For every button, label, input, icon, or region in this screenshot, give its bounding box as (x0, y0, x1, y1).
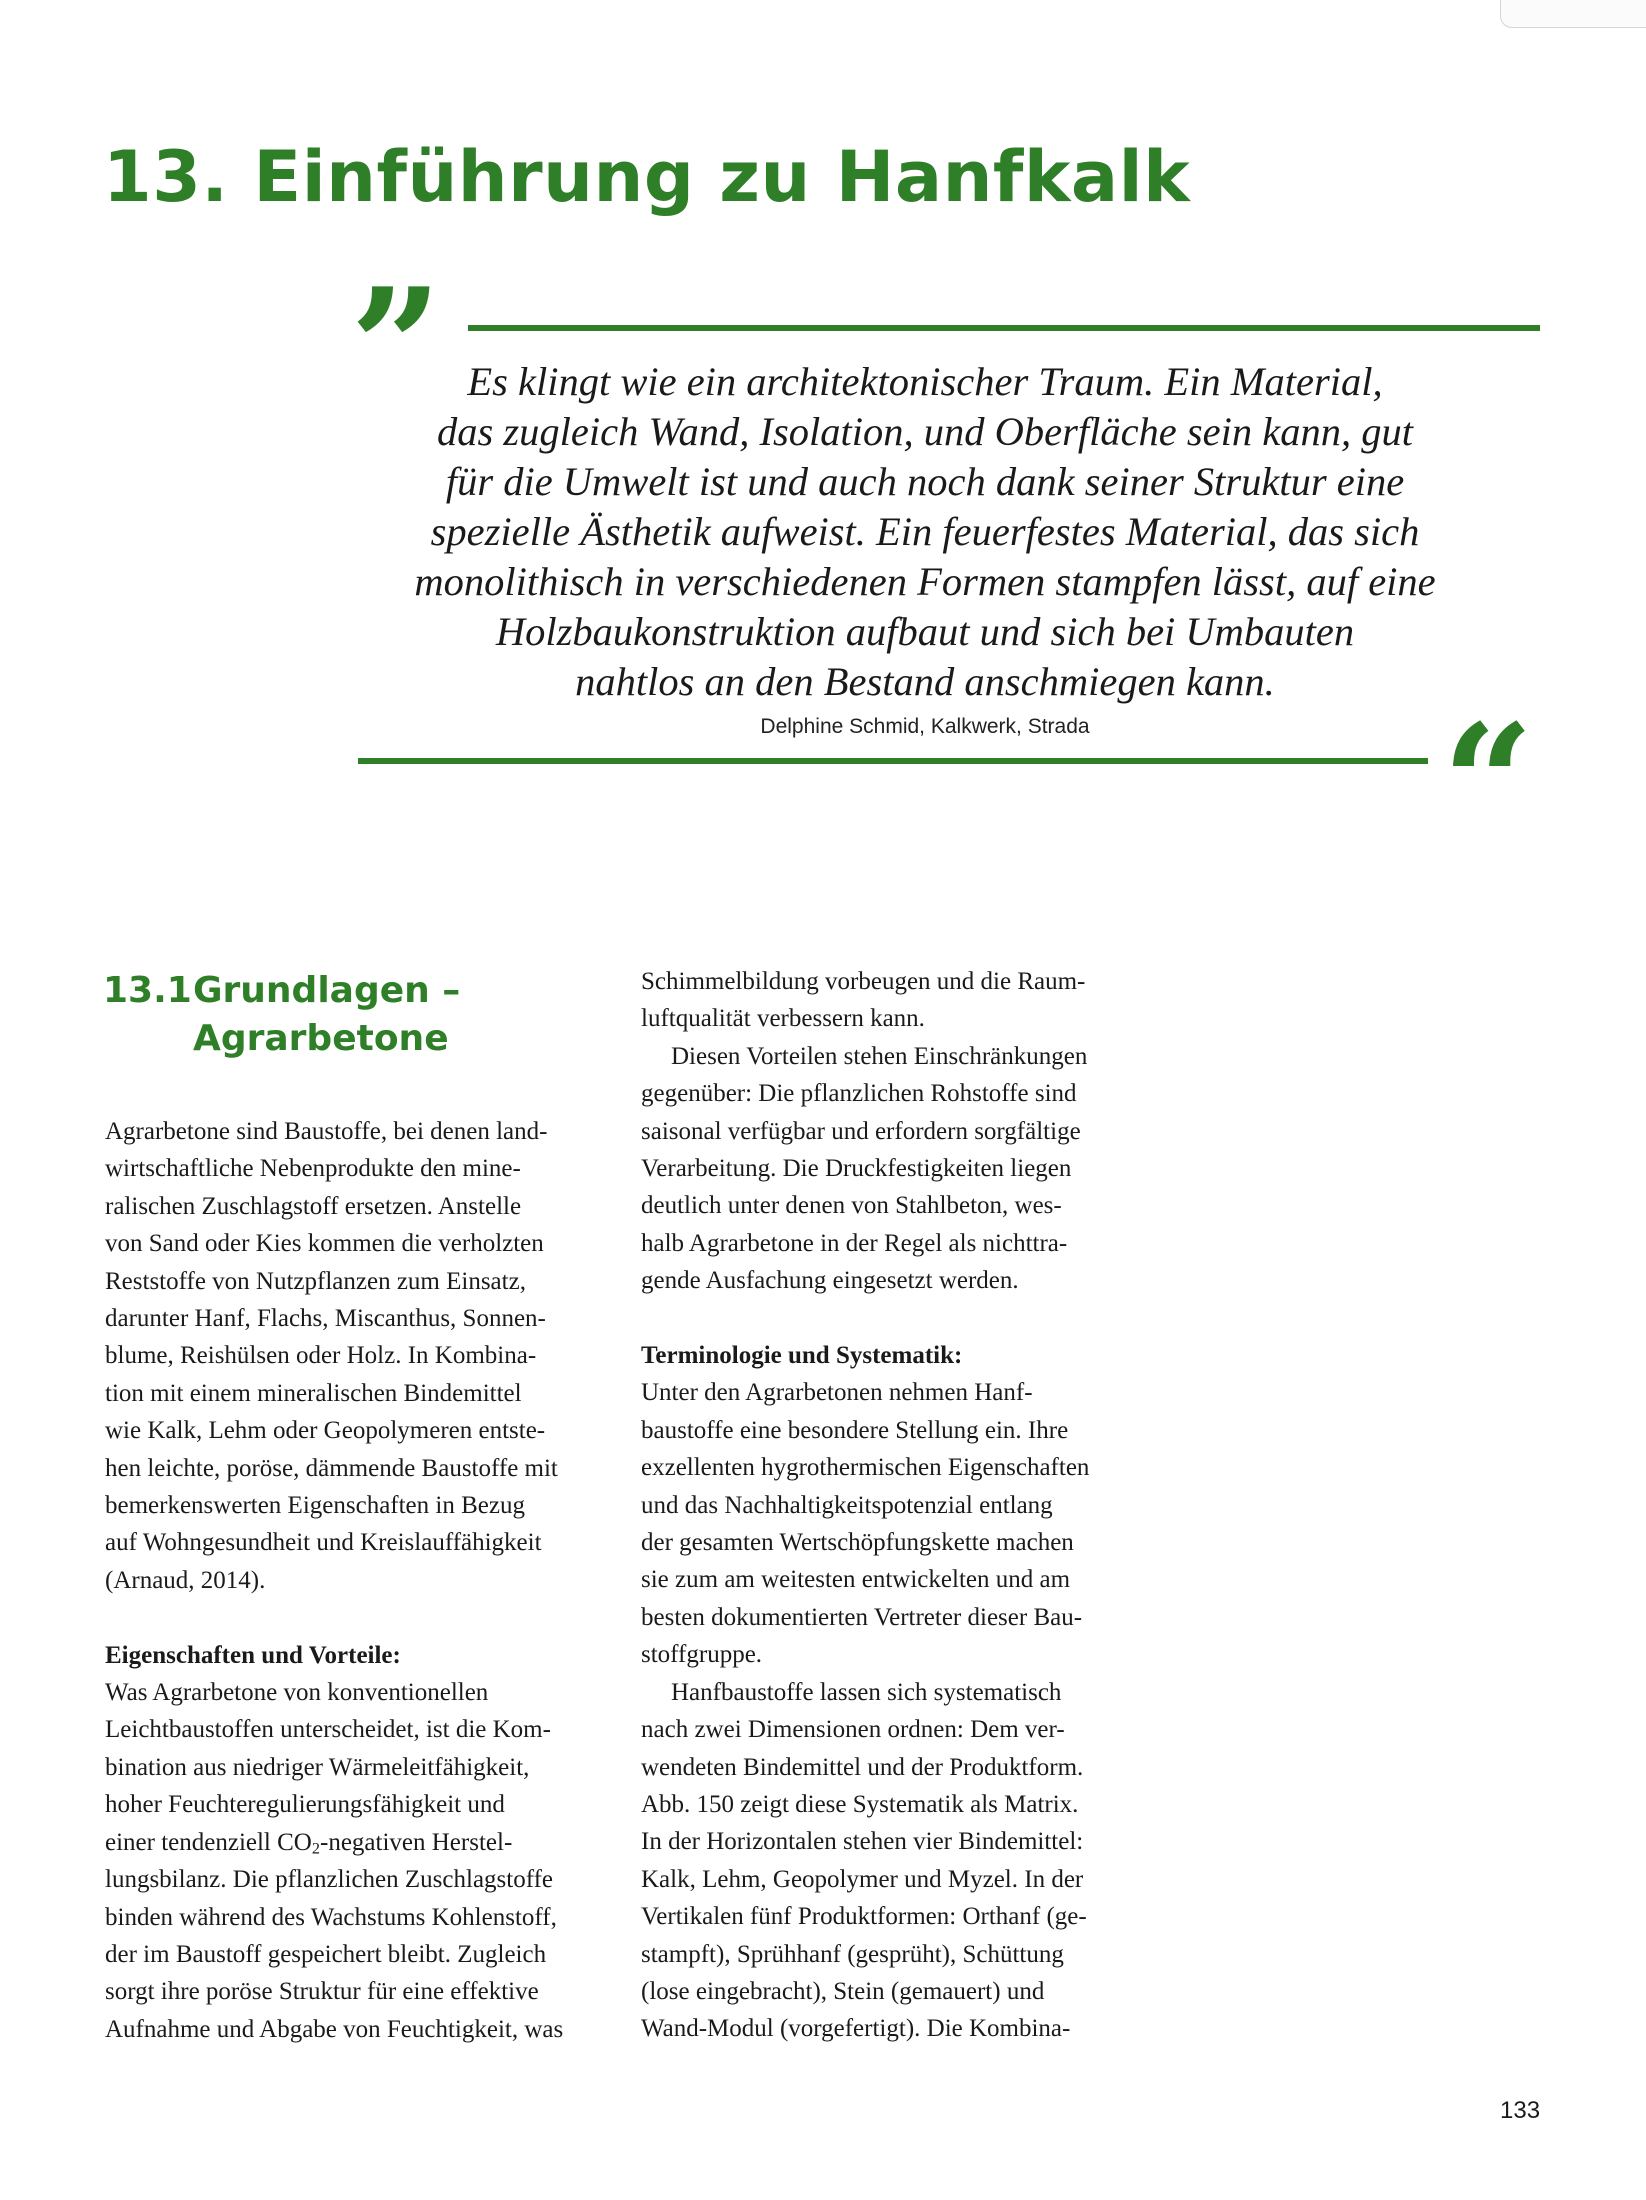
text-line: (Arnaud, 2014). (105, 1566, 266, 1594)
quote-line: das zugleich Wand, Isolation, und Oberfläche sein kann, gut (436, 409, 1414, 454)
viewer-corner-tab (1500, 0, 1646, 28)
text-fragment: -negativen Herstel- (320, 1828, 513, 1856)
text-line: Abb. 150 zeigt diese Systematik als Matrix. (641, 1790, 1079, 1818)
text-line: saisonal verfügbar und erfordern sorgfältige (641, 1117, 1081, 1145)
text-line: hoher Feuchteregulierungsfähigkeit und (105, 1791, 505, 1819)
chapter-title: 13. Einführung zu Hanfkalk (103, 136, 1191, 218)
pull-quote (350, 253, 1550, 877)
text-line: von Sand oder Kies kommen die verholzten (105, 1230, 544, 1258)
text-line: sorgt ihre poröse Struktur für eine effektive (105, 1978, 539, 2006)
text-line: der gesamten Wertschöpfungskette machen (641, 1529, 1074, 1557)
text-line: bemerkenswerten Eigenschaften in Bezug (105, 1492, 525, 1520)
quote-line: nahtlos an den Bestand anschmiegen kann. (575, 659, 1275, 704)
text-line: In der Horizontalen stehen vier Bindemittel: (641, 1828, 1084, 1856)
text-line: wendeten Bindemittel und der Produktform. (641, 1753, 1084, 1781)
left-text-column (105, 1113, 615, 2048)
text-line: sie zum am weitesten entwickelten und am (641, 1566, 1071, 1594)
quote-top-rule (468, 325, 1540, 331)
text-line: Unter den Agrarbetonen nehmen Hanf- (641, 1379, 1033, 1407)
subheading-properties: Eigenschaften und Vorteile: (105, 1641, 401, 1669)
co2-line (105, 1829, 512, 1856)
text-line: deutlich unter denen von Stahlbeton, wes- (641, 1192, 1062, 1220)
text-line: binden während des Wachstums Kohlenstoff, (105, 1903, 557, 1931)
text-line: auf Wohngesundheit und Kreislauffähigkeit (105, 1529, 542, 1557)
text-line: Leichtbaustoffen unterscheidet, ist die Kom- (105, 1716, 551, 1744)
text-line: Diesen Vorteilen stehen Einschränkungen (671, 1042, 1088, 1070)
text-line: besten dokumentierten Vertreter dieser Bau- (641, 1603, 1083, 1631)
text-line: exzellenten hygrothermischen Eigenschaften (641, 1454, 1090, 1482)
text-line: Hanfbaustoffe lassen sich systematisch (671, 1678, 1062, 1706)
text-line: stampft), Sprühhanf (gesprüht), Schüttung (641, 1940, 1064, 1968)
text-line: bination aus niedriger Wärmeleitfähigkeit, (105, 1753, 530, 1781)
text-line: stoffgruppe. (641, 1641, 763, 1669)
paragraph-gap (641, 1300, 1151, 1337)
text-line: wie Kalk, Lehm oder Geopolymeren entste- (105, 1417, 546, 1445)
text-line: Kalk, Lehm, Geopolymer und Myzel. In der (641, 1865, 1084, 1893)
text-line: hen leichte, poröse, dämmende Baustoffe mit (105, 1454, 558, 1482)
systematics-paragraph (641, 1674, 1151, 2048)
text-line: wirtschaftliche Nebenprodukte den mine- (105, 1155, 521, 1183)
text-line: Schimmelbildung vorbeugen und die Raum- (641, 968, 1086, 995)
co2-subscript: 2 (311, 1838, 320, 1857)
quote-line: monolithisch in verschiedenen Formen stampfen lässt, auf eine (414, 559, 1436, 604)
text-line: gegenüber: Die pflanzlichen Rohstoffe sind (641, 1080, 1077, 1108)
quote-text (390, 357, 1460, 707)
paragraph-gap (105, 1599, 615, 1636)
text-line: Reststoffe von Nutzpflanzen zum Einsatz, (105, 1267, 526, 1295)
quote-bottom-rule (358, 758, 1428, 764)
text-fragment: einer tendenziell CO (105, 1828, 312, 1856)
closing-quote-mark: “ (1442, 689, 1535, 877)
limitations-paragraph (641, 1038, 1151, 1300)
text-line: Wand-Modul (vorgefertigt). Die Kombina- (641, 2015, 1071, 2043)
right-text-column (641, 963, 1151, 2048)
section-heading (103, 967, 460, 1063)
text-line: Vertikalen fünf Produktformen: Orthanf (ge- (641, 1903, 1087, 1931)
subheading-terminology: Terminologie und Systematik: (641, 1342, 963, 1370)
section-title (193, 967, 460, 1063)
section-title-line: Grundlagen – (193, 970, 461, 1011)
text-line: ralischen Zuschlagstoff ersetzen. Anstelle (105, 1192, 522, 1220)
text-line: der im Baustoff gespeichert bleibt. Zugleich (105, 1940, 547, 1968)
text-line: Was Agrarbetone von konventionellen (105, 1679, 489, 1707)
terminology-paragraph (641, 1337, 1151, 1674)
text-line: darunter Hanf, Flachs, Miscanthus, Sonnen- (105, 1305, 546, 1333)
text-line: halb Agrarbetone in der Regel als nichttra- (641, 1229, 1068, 1257)
text-line: gende Ausfachung eingesetzt werden. (641, 1267, 1019, 1295)
quote-author: Delphine Schmid, Kalkwerk, Strada (760, 715, 1090, 738)
quote-line: Es klingt wie ein architektonischer Traum. Ein Material, (467, 359, 1383, 404)
text-line: baustoffe eine besondere Stellung ein. Ihre (641, 1416, 1069, 1444)
text-line: Agrarbetone sind Baustoffe, bei denen land- (105, 1118, 548, 1145)
properties-paragraph (105, 1637, 615, 2048)
quote-line: für die Umwelt ist und auch noch dank seiner Struktur eine (445, 459, 1405, 504)
page-number: 133 (1500, 2097, 1541, 2124)
text-line: (lose eingebracht), Stein (gemauert) und (641, 1977, 1045, 2005)
text-line: lungsbilanz. Die pflanzlichen Zuschlagstoffe (105, 1866, 554, 1894)
text-line: und das Nachhaltigkeitspotenzial entlang (641, 1491, 1053, 1519)
continuation-paragraph (641, 963, 1151, 1038)
text-line: blume, Reishülsen oder Holz. In Kombina- (105, 1342, 537, 1370)
opening-quote-mark: ” (350, 253, 443, 441)
text-line: tion mit einem mineralischen Bindemittel (105, 1379, 522, 1407)
text-line: luftqualität verbessern kann. (641, 1005, 925, 1033)
section-number: 13.1 (103, 970, 192, 1011)
quote-line: spezielle Ästhetik aufweist. Ein feuerfestes Material, das sich (430, 509, 1420, 554)
text-line: Aufnahme und Abgabe von Feuchtigkeit, was (105, 2015, 564, 2043)
text-line: Verarbeitung. Die Druckfestigkeiten liegen (641, 1155, 1072, 1183)
text-line: nach zwei Dimensionen ordnen: Dem ver- (641, 1716, 1065, 1744)
intro-paragraph (105, 1113, 615, 1599)
quote-line: Holzbaukonstruktion aufbaut und sich bei Umbauten (495, 609, 1355, 654)
section-title-line: Agrarbetone (193, 1018, 449, 1059)
